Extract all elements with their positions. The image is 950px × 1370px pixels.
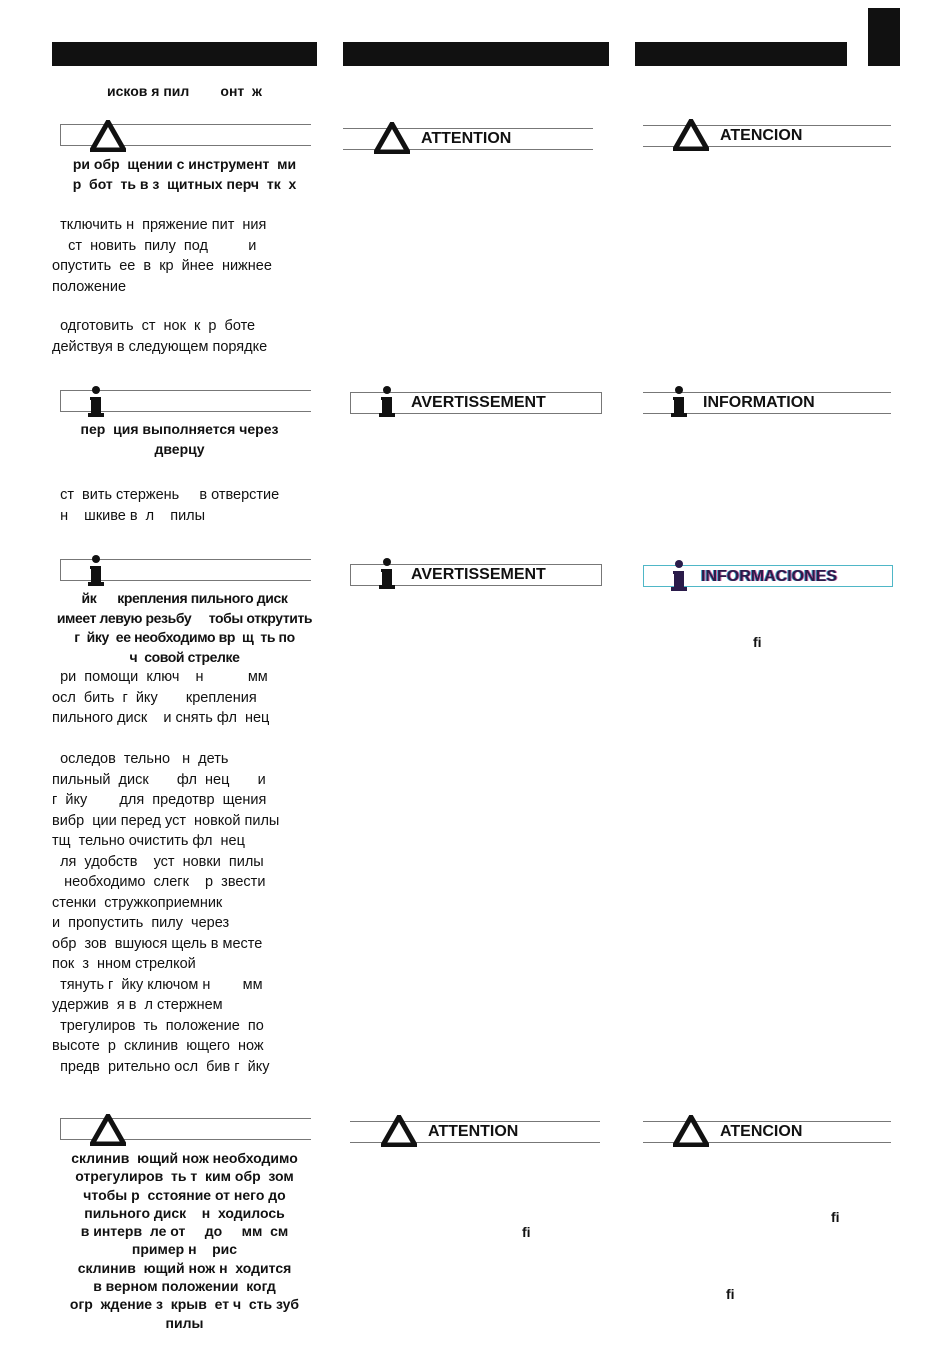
warning-triangle-icon	[673, 1115, 709, 1147]
warning-triangle-icon	[90, 120, 126, 152]
informaciones-label: INFORMACIONES	[701, 568, 837, 585]
page-tab-marker	[868, 8, 900, 66]
avertissement-label-1: AVERTISSEMENT	[411, 394, 546, 411]
atencion-label-1: ATENCION	[720, 127, 803, 144]
section-heading: исков я пил онт ж	[107, 83, 262, 99]
warning-triangle-icon	[90, 1114, 126, 1146]
info-text-1: пер ция выполняется через дверцу	[80, 421, 279, 457]
attention-label-1: ATTENTION	[421, 130, 512, 147]
info-i-icon	[670, 386, 688, 418]
info-i-icon	[378, 386, 396, 418]
ligature-fi-low: fi	[726, 1286, 735, 1302]
paragraph-5: оследов тельно н деть пильный диск фл нец и г йку для предотвр щения вибр ции перед уст новкой пилы тщ тельно очистить фл нец ля удобств уст новки пилы необходимо слегк р звести стенки стружкоприемник и пропустить пилу через обр зов вшуюся щель в месте пок з нном стрелкой тянуть г йку ключом н мм удержив я в л стержнем трегулиров ть положение по высоте р склинив ющего нож предв рительно осл бив г йку	[52, 751, 280, 1075]
info-i-icon	[87, 386, 105, 418]
warning-text-2: склинив ющий нож необходимо отрегулиров ть т ким обр зом чтобы р сстояние от него до пильного диск н ходилось в интерв ле от до мм см пример н рис склинив ющий нож н ходится в верном положении когд огр ждение з крыв ет ч сть зуб пилы	[69, 1150, 300, 1331]
info-i-icon	[670, 560, 688, 592]
column-header-bar-2	[343, 42, 609, 66]
paragraph-3: ст вить стержень в отверстие н шкиве в л пилы	[60, 487, 280, 524]
column-header-bar-1	[52, 42, 317, 66]
atencion-label-2: ATENCION	[720, 1123, 803, 1140]
information-label: INFORMATION	[703, 394, 815, 411]
warning-triangle-icon	[381, 1115, 417, 1147]
warning-triangle-icon	[374, 122, 410, 154]
info-text-2: йк крепления пильного диск имеет левую резьбу тобы открутить г йку ее необходимо вр щ ть по ч совой стрелке	[56, 590, 313, 665]
ligature-fi-top: fi	[753, 634, 762, 650]
paragraph-2: одготовить ст нок к р боте действуя в следующем порядке	[52, 318, 268, 355]
ligature-fi-mid: fi	[831, 1209, 840, 1225]
column-header-bar-3	[635, 42, 847, 66]
info-i-icon	[87, 555, 105, 587]
ligature-fi-1: fi	[522, 1224, 531, 1240]
paragraph-4: ри помощи ключ н мм осл бить г йку крепления пильного диск и снять фл нец	[52, 669, 270, 726]
avertissement-label-2: AVERTISSEMENT	[411, 566, 546, 583]
warning-triangle-icon	[673, 119, 709, 151]
paragraph-1: тключить н пряжение пит ния ст новить пилу под и опустить ее в кр йнее нижнее положение	[52, 217, 272, 295]
warning-text-1: ри обр щении с инструмент ми р бот ть в з щитных перч тк х	[72, 156, 297, 192]
attention-label-2: ATTENTION	[428, 1123, 519, 1140]
info-i-icon	[378, 558, 396, 590]
